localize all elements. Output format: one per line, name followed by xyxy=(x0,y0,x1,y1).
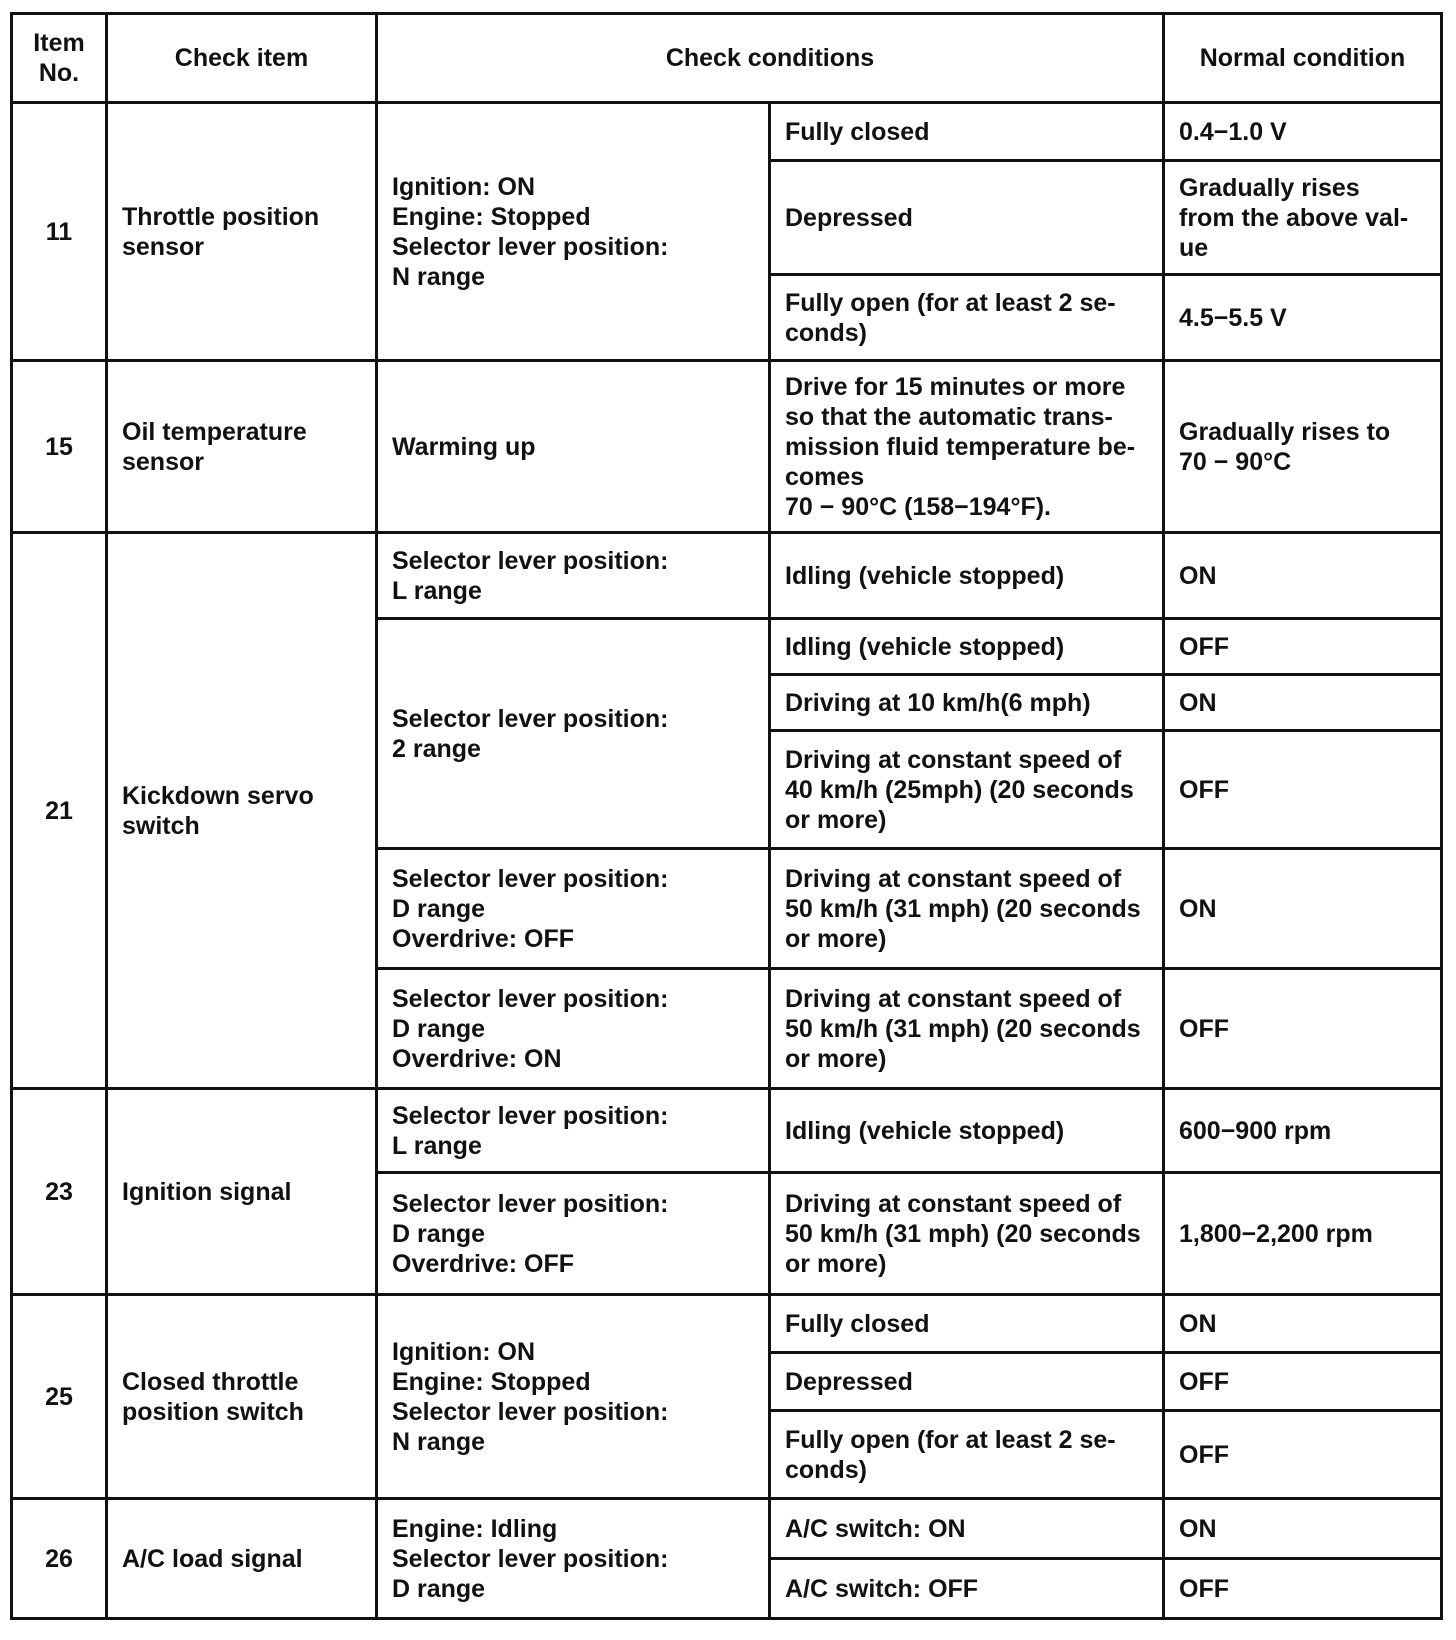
normal-condition: ON xyxy=(1164,849,1442,969)
check-item: A/C load signal xyxy=(107,1499,377,1619)
item-no: 15 xyxy=(12,361,107,533)
normal-condition: ON xyxy=(1164,675,1442,731)
table-row xyxy=(12,1499,1442,1559)
condition-detail: Fully open (for at least 2 se- conds) xyxy=(770,275,1164,361)
normal-condition: OFF xyxy=(1164,731,1442,849)
condition-detail: A/C switch: OFF xyxy=(770,1559,1164,1619)
normal-condition: OFF xyxy=(1164,1411,1442,1499)
check-condition: Selector lever position: L range xyxy=(377,1089,770,1173)
check-condition: Selector lever position: 2 range xyxy=(377,619,770,849)
normal-condition: ON xyxy=(1164,1499,1442,1559)
normal-condition: 1,800−2,200 rpm xyxy=(1164,1173,1442,1295)
item-no: 23 xyxy=(12,1089,107,1295)
check-item: Kickdown servo switch xyxy=(107,533,377,1089)
check-item: Ignition signal xyxy=(107,1089,377,1295)
check-item: Throttle position sensor xyxy=(107,103,377,361)
normal-condition: ON xyxy=(1164,1295,1442,1353)
condition-detail: Fully closed xyxy=(770,1295,1164,1353)
item-no: 11 xyxy=(12,103,107,361)
normal-condition: ON xyxy=(1164,533,1442,619)
header-check-conditions: Check conditions xyxy=(377,14,1164,103)
normal-condition: OFF xyxy=(1164,969,1442,1089)
inspection-table-page xyxy=(10,12,1440,1620)
condition-detail: Driving at 10 km/h(6 mph) xyxy=(770,675,1164,731)
check-item: Closed throttle position switch xyxy=(107,1295,377,1499)
check-item: Oil temperature sensor xyxy=(107,361,377,533)
item-no: 25 xyxy=(12,1295,107,1499)
check-condition: Engine: Idling Selector lever position: D range xyxy=(377,1499,770,1619)
normal-condition: OFF xyxy=(1164,1353,1442,1411)
condition-detail: Driving at constant speed of 50 km/h (31 mph) (20 seconds or more) xyxy=(770,849,1164,969)
item-no: 21 xyxy=(12,533,107,1089)
normal-condition: 600−900 rpm xyxy=(1164,1089,1442,1173)
check-condition: Ignition: ON Engine: Stopped Selector lever position: N range xyxy=(377,103,770,361)
table-header-row xyxy=(12,14,1442,103)
check-condition: Selector lever position: D range Overdrive: OFF xyxy=(377,1173,770,1295)
condition-detail: Idling (vehicle stopped) xyxy=(770,533,1164,619)
condition-detail: Driving at constant speed of 50 km/h (31 mph) (20 seconds or more) xyxy=(770,1173,1164,1295)
table-row xyxy=(12,103,1442,161)
table-row xyxy=(12,1089,1442,1173)
normal-condition: OFF xyxy=(1164,619,1442,675)
condition-detail: A/C switch: ON xyxy=(770,1499,1164,1559)
condition-detail: Depressed xyxy=(770,1353,1164,1411)
check-condition: Selector lever position: D range Overdrive: OFF xyxy=(377,849,770,969)
item-no: 26 xyxy=(12,1499,107,1619)
condition-detail: Idling (vehicle stopped) xyxy=(770,619,1164,675)
condition-detail: Fully closed xyxy=(770,103,1164,161)
table-row xyxy=(12,361,1442,533)
condition-detail: Depressed xyxy=(770,161,1164,275)
check-condition: Warming up xyxy=(377,361,770,533)
table-row xyxy=(12,1295,1442,1353)
check-condition: Ignition: ON Engine: Stopped Selector lever position: N range xyxy=(377,1295,770,1499)
condition-detail: Drive for 15 minutes or more so that the automatic trans- mission fluid temperature be- comes 70 − 90°C (158−194°F). xyxy=(770,361,1164,533)
condition-detail: Idling (vehicle stopped) xyxy=(770,1089,1164,1173)
condition-detail: Driving at constant speed of 40 km/h (25mph) (20 seconds or more) xyxy=(770,731,1164,849)
table-row xyxy=(12,533,1442,619)
inspection-table xyxy=(10,12,1443,1620)
normal-condition: OFF xyxy=(1164,1559,1442,1619)
header-item-no: Item No. xyxy=(12,14,107,103)
header-normal-condition: Normal condition xyxy=(1164,14,1442,103)
normal-condition: 4.5−5.5 V xyxy=(1164,275,1442,361)
header-check-item: Check item xyxy=(107,14,377,103)
condition-detail: Fully open (for at least 2 se- conds) xyxy=(770,1411,1164,1499)
check-condition: Selector lever position: L range xyxy=(377,533,770,619)
check-condition: Selector lever position: D range Overdrive: ON xyxy=(377,969,770,1089)
normal-condition: 0.4−1.0 V xyxy=(1164,103,1442,161)
normal-condition: Gradually rises to 70 − 90°C xyxy=(1164,361,1442,533)
normal-condition: Gradually rises from the above val- ue xyxy=(1164,161,1442,275)
condition-detail: Driving at constant speed of 50 km/h (31 mph) (20 seconds or more) xyxy=(770,969,1164,1089)
